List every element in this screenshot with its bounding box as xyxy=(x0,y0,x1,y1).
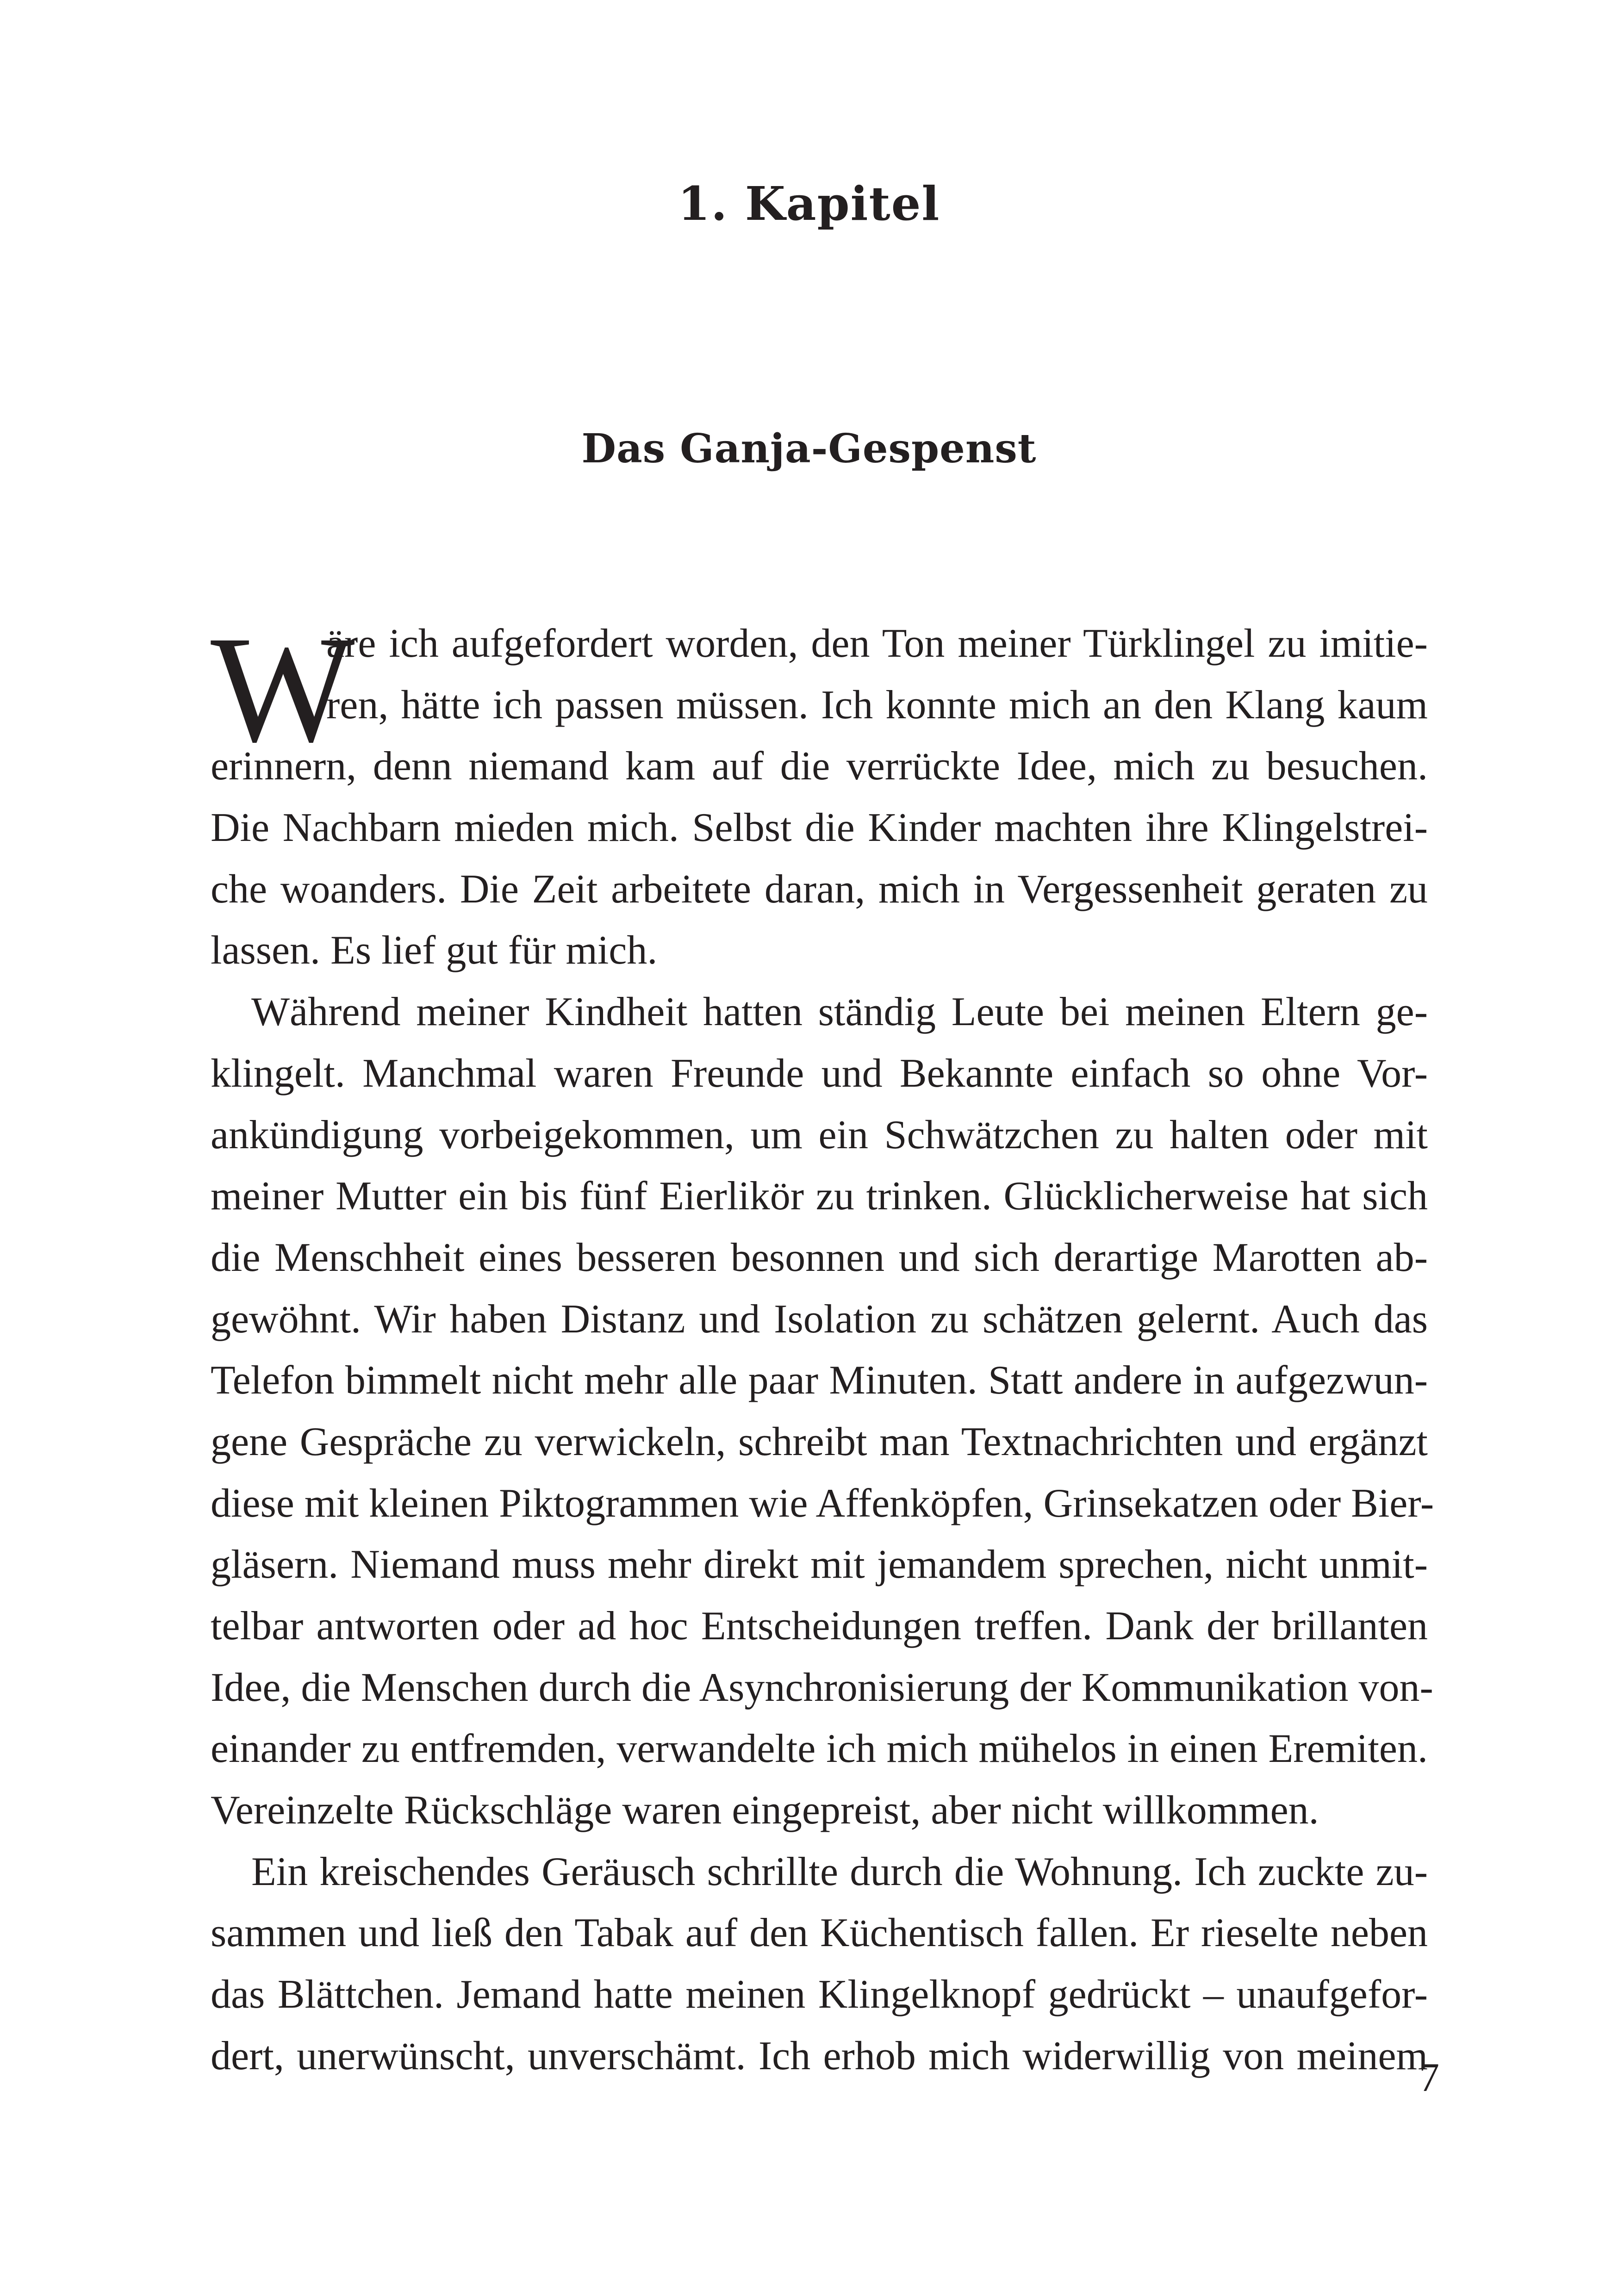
text-line: Die Nachbarn mieden mich. Selbst die Kinder machten ihre Klingelstrei- xyxy=(211,805,1428,851)
text-line: che woanders. Die Zeit arbeitete daran, mich in Vergessenheit geraten zu xyxy=(211,866,1428,912)
text-line: ankündigung vorbeigekommen, um ein Schwätzchen zu halten oder mit xyxy=(211,1112,1428,1157)
text-line: erinnern, denn niemand kam auf die verrückte Idee, mich zu besuchen. xyxy=(211,744,1428,789)
text-line: Ein kreischendes Geräusch schrillte durch die Wohnung. Ich zuckte zu- xyxy=(251,1849,1428,1894)
text-line: lassen. Es lief gut für mich. xyxy=(211,928,658,973)
text-line: Während meiner Kindheit hatten ständig Leute bei meinen Eltern ge- xyxy=(251,989,1428,1035)
text-line: einander zu entfremden, verwandelte ich mich mühelos in einen Eremiten. xyxy=(211,1726,1428,1772)
text-line: klingelt. Manchmal waren Freunde und Bekannte einfach so ohne Vor- xyxy=(211,1051,1428,1096)
text-line: Idee, die Menschen durch die Asynchronisierung der Kommunikation von- xyxy=(211,1665,1433,1710)
chapter-subtitle: Das Ganja-Gespenst xyxy=(581,425,1037,472)
chapter-title: 1. Kapitel xyxy=(678,176,940,231)
body-text xyxy=(211,605,1434,2087)
text-line: Telefon bimmelt nicht mehr alle paar Minuten. Statt andere in aufgezwun- xyxy=(211,1358,1428,1403)
page-number: 7 xyxy=(1419,2055,1439,2100)
text-line: äre ich aufgefordert worden, den Ton meiner Türklingel zu imitie- xyxy=(326,621,1428,666)
text-line: gläsern. Niemand muss mehr direkt mit jemandem sprechen, nicht unmit- xyxy=(211,1542,1428,1587)
text-line: ren, hätte ich passen müssen. Ich konnte mich an den Klang kaum xyxy=(326,682,1428,728)
text-line: diese mit kleinen Piktogrammen wie Affenköpfen, Grinsekatzen oder Bier- xyxy=(211,1481,1434,1526)
text-line: telbar antworten oder ad hoc Entscheidungen treffen. Dank der brillanten xyxy=(211,1604,1428,1649)
text-line: Vereinzelte Rückschläge waren eingepreist, aber nicht willkommen. xyxy=(211,1788,1319,1833)
text-line: meiner Mutter ein bis fünf Eierlikör zu trinken. Glücklicherweise hat sich xyxy=(211,1174,1428,1219)
text-line: gewöhnt. Wir haben Distanz und Isolation zu schätzen gelernt. Auch das xyxy=(211,1296,1428,1342)
text-line: die Menschheit eines besseren besonnen und sich derartige Marotten ab- xyxy=(211,1235,1428,1280)
text-line: gene Gespräche zu verwickeln, schreibt man Textnachrichten und ergänzt xyxy=(211,1419,1428,1464)
text-line: dert, unerwünscht, unverschämt. Ich erhob mich widerwillig von meinem xyxy=(211,2033,1428,2078)
text-line: das Blättchen. Jemand hatte meinen Klingelknopf gedrückt – unaufgefor- xyxy=(211,1972,1428,2017)
drop-cap: W xyxy=(211,605,355,774)
text-line: sammen und ließ den Tabak auf den Küchentisch fallen. Er rieselte neben xyxy=(211,1910,1428,1956)
